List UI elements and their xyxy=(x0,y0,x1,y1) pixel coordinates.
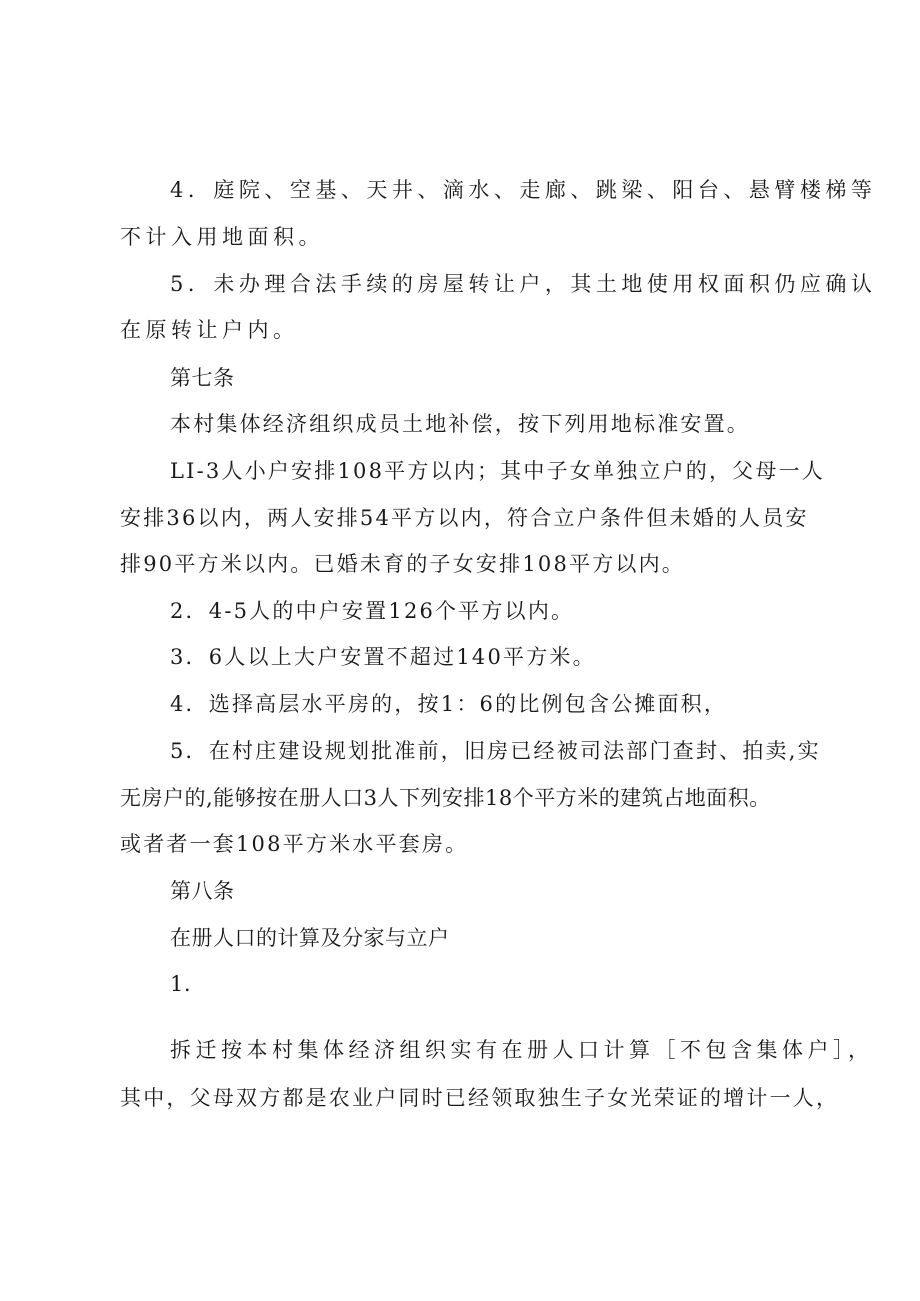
paragraph-line: 4．选择高层水平房的，按1：6的比例包含公摊面积， xyxy=(170,692,728,716)
paragraph-line: 在册人口的计算及分家与立户 xyxy=(170,926,450,950)
paragraph-line: 在原转让户内。 xyxy=(120,318,299,342)
paragraph-line: 不计入用地面积。 xyxy=(120,225,324,249)
paragraph-line: LI-3人小户安排108平方以内；其中子女单独立户的，父母一人 xyxy=(170,459,825,483)
article-heading: 第七条 xyxy=(170,366,235,390)
paragraph-line: 5．在村庄建设规划批准前，旧房已经被司法部门查封、拍卖,实 xyxy=(170,739,821,763)
paragraph-line: 5．未办理合法手续的房屋转让户，其土地使用权面积仍应确认 xyxy=(170,272,877,296)
list-number: 1. xyxy=(170,972,192,996)
paragraph-line: 本村集体经济组织成员土地补偿，按下列用地标准安置。 xyxy=(170,412,750,436)
paragraph-line: 4．庭院、空基、天井、滴水、走廊、跳梁、阳台、悬臂楼梯等 xyxy=(170,178,877,202)
paragraph-line: 其中，父母双方都是农业户同时已经领取独生子女光荣证的增计一人， xyxy=(120,1086,840,1110)
paragraph-line: 2．4-5人的中户安置126个平方以内。 xyxy=(170,599,575,623)
paragraph-line: 无房户的,能够按在册人口3人下列安排18个平方米的建筑占地面积。 xyxy=(120,786,771,810)
paragraph-line: 拆迁按本村集体经济组织实有在册人口计算［不包含集体户］， xyxy=(170,1038,874,1062)
paragraph-line: 或者者一套108平方米水平套房。 xyxy=(120,832,469,856)
paragraph-line: 安排36以内，两人安排54平方以内，符合立户条件但未婚的人员安 xyxy=(120,506,809,530)
paragraph-line: 排90平方米以内。已婚未育的子女安排108平方以内。 xyxy=(120,552,686,576)
paragraph-line: 3．6人以上大户安置不超过140平方米。 xyxy=(170,645,596,669)
article-heading: 第八条 xyxy=(170,879,235,903)
